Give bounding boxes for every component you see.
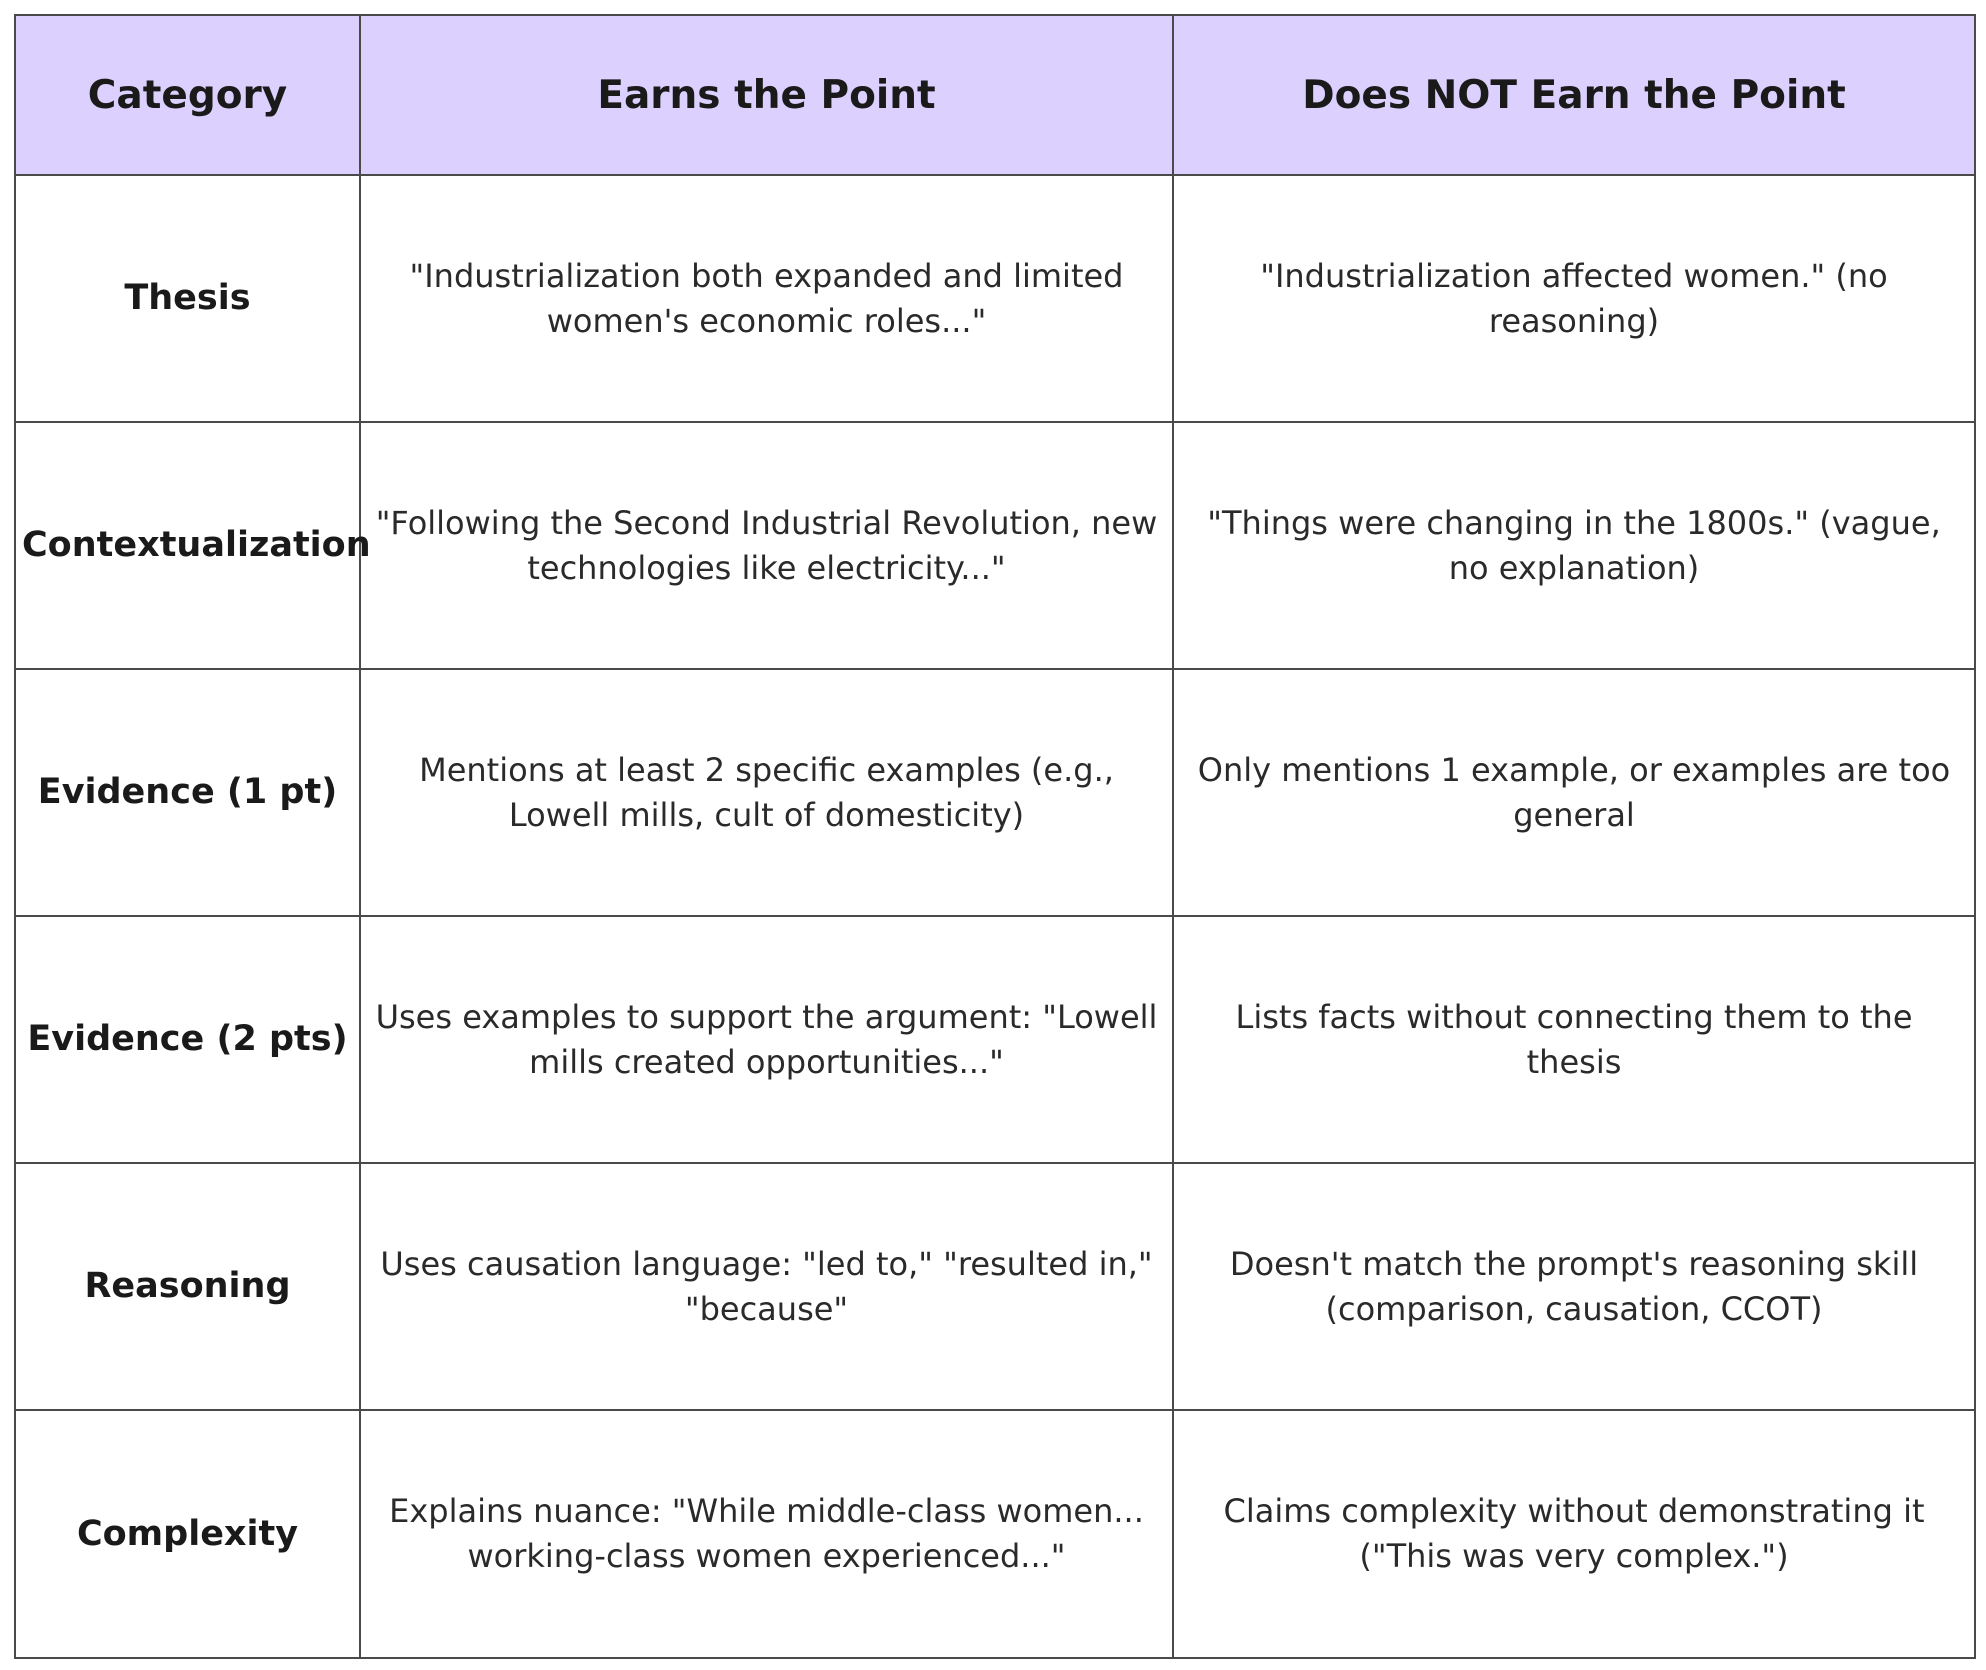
table-row [15, 422, 1975, 669]
rubric-table [14, 14, 1976, 1659]
header-earns-point: Earns the Point [360, 15, 1173, 175]
category-cell: Reasoning [15, 1163, 360, 1410]
category-cell: Contextualization [15, 422, 360, 669]
earns-point-cell: Uses examples to support the argument: "Lowell mills created opportunities..." [360, 916, 1173, 1163]
table-row [15, 1410, 1975, 1658]
does-not-earn-cell: "Things were changing in the 1800s." (vague, no explanation) [1173, 422, 1975, 669]
does-not-earn-cell: Only mentions 1 example, or examples are too general [1173, 669, 1975, 916]
earns-point-cell: "Following the Second Industrial Revolution, new technologies like electricity..." [360, 422, 1173, 669]
table-header [15, 15, 1975, 175]
header-category: Category [15, 15, 360, 175]
earns-point-cell: Explains nuance: "While middle-class women... working-class women experienced..." [360, 1410, 1173, 1658]
table-row [15, 916, 1975, 1163]
header-does-not-earn-point: Does NOT Earn the Point [1173, 15, 1975, 175]
does-not-earn-cell: Claims complexity without demonstrating it ("This was very complex.") [1173, 1410, 1975, 1658]
category-cell: Evidence (1 pt) [15, 669, 360, 916]
table-row [15, 1163, 1975, 1410]
earns-point-cell: Mentions at least 2 specific examples (e.g., Lowell mills, cult of domesticity) [360, 669, 1173, 916]
does-not-earn-cell: "Industrialization affected women." (no reasoning) [1173, 175, 1975, 422]
header-row [15, 15, 1975, 175]
table-row [15, 669, 1975, 916]
table-row [15, 175, 1975, 422]
does-not-earn-cell: Doesn't match the prompt's reasoning skill (comparison, causation, CCOT) [1173, 1163, 1975, 1410]
earns-point-cell: "Industrialization both expanded and limited women's economic roles..." [360, 175, 1173, 422]
table-body [15, 175, 1975, 1658]
rubric-table-container [14, 14, 1974, 1659]
category-cell: Complexity [15, 1410, 360, 1658]
does-not-earn-cell: Lists facts without connecting them to the thesis [1173, 916, 1975, 1163]
earns-point-cell: Uses causation language: "led to," "resulted in," "because" [360, 1163, 1173, 1410]
category-cell: Evidence (2 pts) [15, 916, 360, 1163]
category-cell: Thesis [15, 175, 360, 422]
